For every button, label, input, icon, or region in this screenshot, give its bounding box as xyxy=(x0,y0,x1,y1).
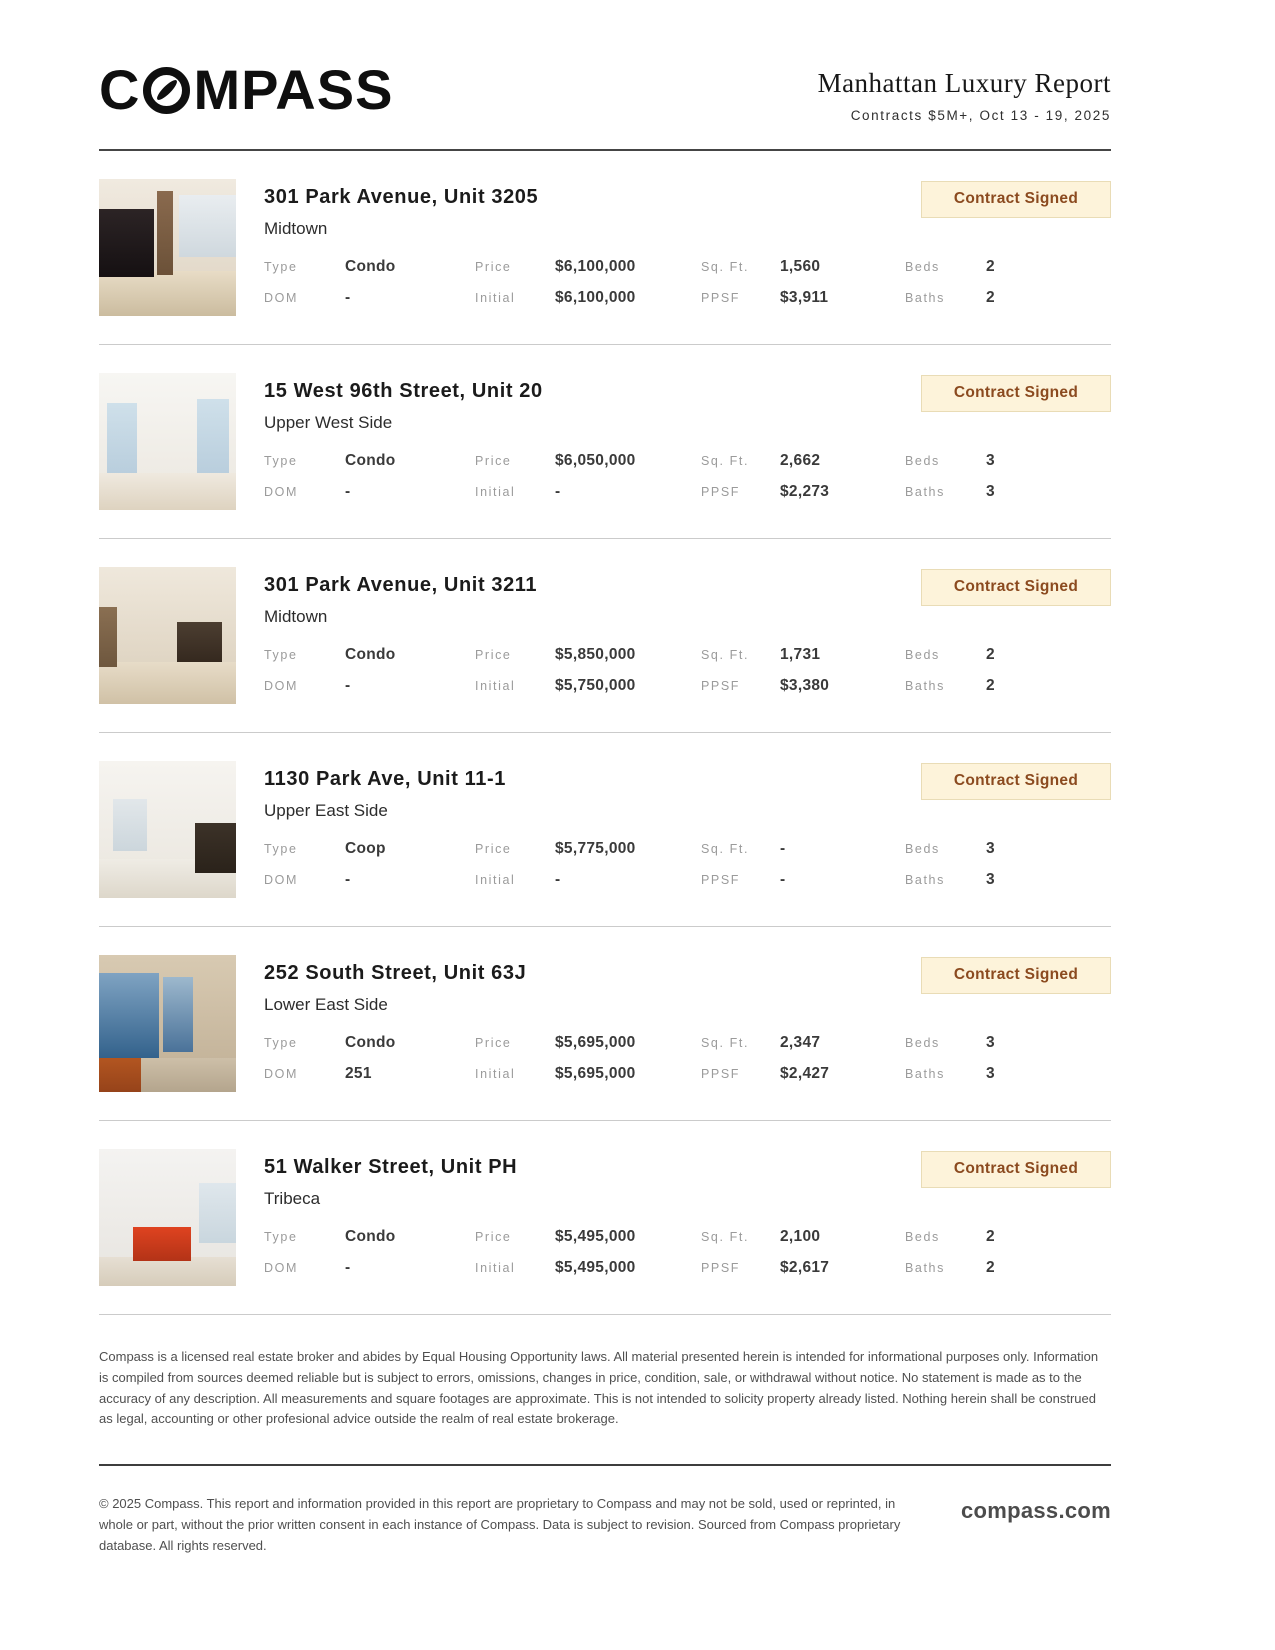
legal-disclaimer: Compass is a licensed real estate broker and abides by Equal Housing Opportunity laws. All material presented herein is intended for informational purposes only. Information is compiled from sources deemed reliable but is subject to errors, omissions, changes in price, condition, sale, or withdrawal without notice. No statement is made as to the accuracy of any description. All measurements and square footages are approximate. This is not intended to solicity property already listed. Nothing herein shall be construed as legal, accounting or other profesional advice outside the realm of real estate brokerage. xyxy=(99,1349,1099,1427)
stat-value-ppsf: $3,380 xyxy=(780,677,830,694)
stat-value-dom: 251 xyxy=(345,1065,372,1082)
stat-label-initial: Initial xyxy=(475,1261,516,1275)
stat-value-type: Condo xyxy=(345,1034,396,1051)
stat-label-price: Price xyxy=(475,1036,512,1050)
listing-neighborhood: Midtown xyxy=(264,219,328,238)
listing-photo xyxy=(99,761,236,898)
stat-value-initial: - xyxy=(555,871,561,888)
stat-label-type: Type xyxy=(264,648,298,662)
stat-value-ppsf: $2,273 xyxy=(780,483,830,500)
stat-value-type: Coop xyxy=(345,840,386,857)
listing-card xyxy=(99,1121,1111,1315)
stat-label-baths: Baths xyxy=(905,291,945,305)
stat-label-dom: DOM xyxy=(264,1067,298,1081)
report-title-block xyxy=(818,62,1111,123)
stat-label-price: Price xyxy=(475,1230,512,1244)
stat-value-dom: - xyxy=(345,289,351,306)
stat-value-sqft: - xyxy=(780,840,786,857)
stat-value-ppsf: $2,427 xyxy=(780,1065,830,1082)
listing-card xyxy=(99,927,1111,1121)
stat-value-type: Condo xyxy=(345,646,396,663)
listing-title-block xyxy=(264,957,526,1015)
stat-label-ppsf: PPSF xyxy=(701,873,741,887)
stat-value-initial: $5,750,000 xyxy=(555,677,636,694)
stat-label-sqft: Sq. Ft. xyxy=(701,454,750,468)
stat-value-price: $5,850,000 xyxy=(555,646,636,663)
listing-photo xyxy=(99,373,236,510)
stat-label-sqft: Sq. Ft. xyxy=(701,260,750,274)
listing-neighborhood: Lower East Side xyxy=(264,995,388,1014)
listing-photo xyxy=(99,179,236,316)
stat-value-dom: - xyxy=(345,483,351,500)
stat-label-type: Type xyxy=(264,260,298,274)
stat-label-sqft: Sq. Ft. xyxy=(701,1036,750,1050)
stat-label-beds: Beds xyxy=(905,1230,940,1244)
stat-value-beds: 2 xyxy=(986,258,995,275)
stat-value-sqft: 2,662 xyxy=(780,452,821,469)
stat-value-sqft: 1,560 xyxy=(780,258,821,275)
stat-value-dom: - xyxy=(345,871,351,888)
listing-stats xyxy=(264,452,1111,501)
stat-value-ppsf: $2,617 xyxy=(780,1259,830,1276)
copyright-text: © 2025 Compass. This report and information provided in this report are proprietary to Compass and may not be sold, used or reprinted, in whole or part, without the prior written consent in each instance of Compass. Data is subject to revision. Sourced from Compass proprietary database. All rights reserved. xyxy=(99,1496,901,1553)
stat-value-sqft: 1,731 xyxy=(780,646,821,663)
compass-logo xyxy=(99,58,394,121)
listing-title-block xyxy=(264,763,506,821)
logo-text-suffix: MPASS xyxy=(193,58,394,121)
listing-details xyxy=(264,761,1111,898)
stat-label-baths: Baths xyxy=(905,873,945,887)
listing-address: 51 Walker Street, Unit PH xyxy=(264,1156,518,1178)
listing-address: 252 South Street, Unit 63J xyxy=(264,962,527,984)
contract-signed-badge: Contract Signed xyxy=(921,569,1111,606)
stat-label-dom: DOM xyxy=(264,873,298,887)
stat-label-price: Price xyxy=(475,454,512,468)
contract-signed-badge: Contract Signed xyxy=(921,1151,1111,1188)
report-title: Manhattan Luxury Report xyxy=(817,68,1111,98)
listing-neighborhood: Upper West Side xyxy=(264,413,393,432)
listing-stats xyxy=(264,646,1111,695)
compass-website-wordmark: compass.com xyxy=(960,1498,1111,1524)
stat-label-type: Type xyxy=(264,842,298,856)
listing-neighborhood: Midtown xyxy=(264,607,328,626)
stat-value-type: Condo xyxy=(345,452,396,469)
footer-divider xyxy=(99,1464,1111,1466)
stat-value-beds: 2 xyxy=(986,1228,995,1245)
stat-label-ppsf: PPSF xyxy=(701,679,741,693)
stat-value-beds: 3 xyxy=(986,1034,995,1051)
listing-card xyxy=(99,539,1111,733)
listing-stats xyxy=(264,840,1111,889)
stat-value-type: Condo xyxy=(345,258,396,275)
stat-label-dom: DOM xyxy=(264,1261,298,1275)
stat-value-ppsf: $3,911 xyxy=(780,289,829,306)
listing-address: 1130 Park Ave, Unit 11-1 xyxy=(264,768,506,790)
listing-title-block xyxy=(264,1151,517,1209)
stat-value-price: $5,695,000 xyxy=(555,1034,636,1051)
listing-stats xyxy=(264,1034,1111,1083)
listing-photo xyxy=(99,955,236,1092)
stat-value-baths: 2 xyxy=(986,1259,995,1276)
listing-title-block xyxy=(264,569,537,627)
stat-label-beds: Beds xyxy=(905,260,940,274)
listing-details xyxy=(264,179,1111,316)
stat-label-sqft: Sq. Ft. xyxy=(701,648,750,662)
stat-label-baths: Baths xyxy=(905,1067,945,1081)
stat-label-dom: DOM xyxy=(264,679,298,693)
contract-signed-badge: Contract Signed xyxy=(921,957,1111,994)
stat-label-ppsf: PPSF xyxy=(701,1067,741,1081)
stat-value-dom: - xyxy=(345,677,351,694)
stat-label-baths: Baths xyxy=(905,679,945,693)
stat-label-price: Price xyxy=(475,842,512,856)
stat-label-sqft: Sq. Ft. xyxy=(701,1230,750,1244)
listing-address: 301 Park Avenue, Unit 3211 xyxy=(264,574,538,596)
stat-value-baths: 3 xyxy=(986,1065,995,1082)
contract-signed-badge: Contract Signed xyxy=(921,375,1111,412)
stat-value-beds: 3 xyxy=(986,452,995,469)
stat-label-price: Price xyxy=(475,260,512,274)
stat-label-beds: Beds xyxy=(905,842,940,856)
stat-label-initial: Initial xyxy=(475,873,516,887)
stat-value-type: Condo xyxy=(345,1228,396,1245)
stat-value-baths: 3 xyxy=(986,871,995,888)
stat-label-baths: Baths xyxy=(905,1261,945,1275)
listing-card xyxy=(99,151,1111,345)
listing-photo xyxy=(99,567,236,704)
stat-label-sqft: Sq. Ft. xyxy=(701,842,750,856)
listing-title-block xyxy=(264,375,543,433)
stat-value-ppsf: - xyxy=(780,871,786,888)
stat-label-dom: DOM xyxy=(264,291,298,305)
listing-title-block xyxy=(264,181,538,239)
stat-label-type: Type xyxy=(264,1036,298,1050)
listing-neighborhood: Tribeca xyxy=(264,1189,321,1208)
stat-label-initial: Initial xyxy=(475,1067,516,1081)
stat-value-price: $5,495,000 xyxy=(555,1228,636,1245)
listing-details xyxy=(264,373,1111,510)
stat-value-beds: 3 xyxy=(986,840,995,857)
listing-details xyxy=(264,955,1111,1092)
listing-stats xyxy=(264,258,1111,307)
stat-label-price: Price xyxy=(475,648,512,662)
stat-value-price: $5,775,000 xyxy=(555,840,636,857)
stat-label-type: Type xyxy=(264,1230,298,1244)
stat-label-ppsf: PPSF xyxy=(701,485,741,499)
stat-value-initial: $5,695,000 xyxy=(555,1065,636,1082)
stat-label-type: Type xyxy=(264,454,298,468)
compass-needle-o-icon xyxy=(143,67,190,114)
stat-value-price: $6,050,000 xyxy=(555,452,636,469)
stat-label-beds: Beds xyxy=(905,1036,940,1050)
stat-value-baths: 3 xyxy=(986,483,995,500)
stat-value-initial: $5,495,000 xyxy=(555,1259,636,1276)
listing-card xyxy=(99,733,1111,927)
logo-text-prefix: C xyxy=(99,58,141,121)
stat-value-dom: - xyxy=(345,1259,351,1276)
listing-photo xyxy=(99,1149,236,1286)
listing-details xyxy=(264,567,1111,704)
stat-value-baths: 2 xyxy=(986,289,995,306)
stat-value-beds: 2 xyxy=(986,646,995,663)
stat-label-beds: Beds xyxy=(905,648,940,662)
listing-address: 15 West 96th Street, Unit 20 xyxy=(264,380,543,402)
listing-stats xyxy=(264,1228,1111,1277)
stat-value-price: $6,100,000 xyxy=(555,258,636,275)
contract-signed-badge: Contract Signed xyxy=(921,763,1111,800)
listing-neighborhood: Upper East Side xyxy=(264,801,388,820)
report-subtitle: Contracts $5M+, Oct 13 - 19, 2025 xyxy=(850,108,1111,123)
stat-value-baths: 2 xyxy=(986,677,995,694)
report-header xyxy=(99,58,1111,151)
listing-details xyxy=(264,1149,1111,1286)
stat-label-ppsf: PPSF xyxy=(701,1261,741,1275)
stat-value-initial: $6,100,000 xyxy=(555,289,636,306)
stat-label-baths: Baths xyxy=(905,485,945,499)
contract-signed-badge: Contract Signed xyxy=(921,181,1111,218)
stat-label-initial: Initial xyxy=(475,291,516,305)
footer xyxy=(99,1494,1111,1556)
stat-label-initial: Initial xyxy=(475,485,516,499)
listing-address: 301 Park Avenue, Unit 3205 xyxy=(264,186,539,208)
stat-value-sqft: 2,347 xyxy=(780,1034,821,1051)
stat-label-dom: DOM xyxy=(264,485,298,499)
stat-label-beds: Beds xyxy=(905,454,940,468)
stat-label-initial: Initial xyxy=(475,679,516,693)
listing-card xyxy=(99,345,1111,539)
stat-label-ppsf: PPSF xyxy=(701,291,741,305)
stat-value-sqft: 2,100 xyxy=(780,1228,821,1245)
stat-value-initial: - xyxy=(555,483,561,500)
